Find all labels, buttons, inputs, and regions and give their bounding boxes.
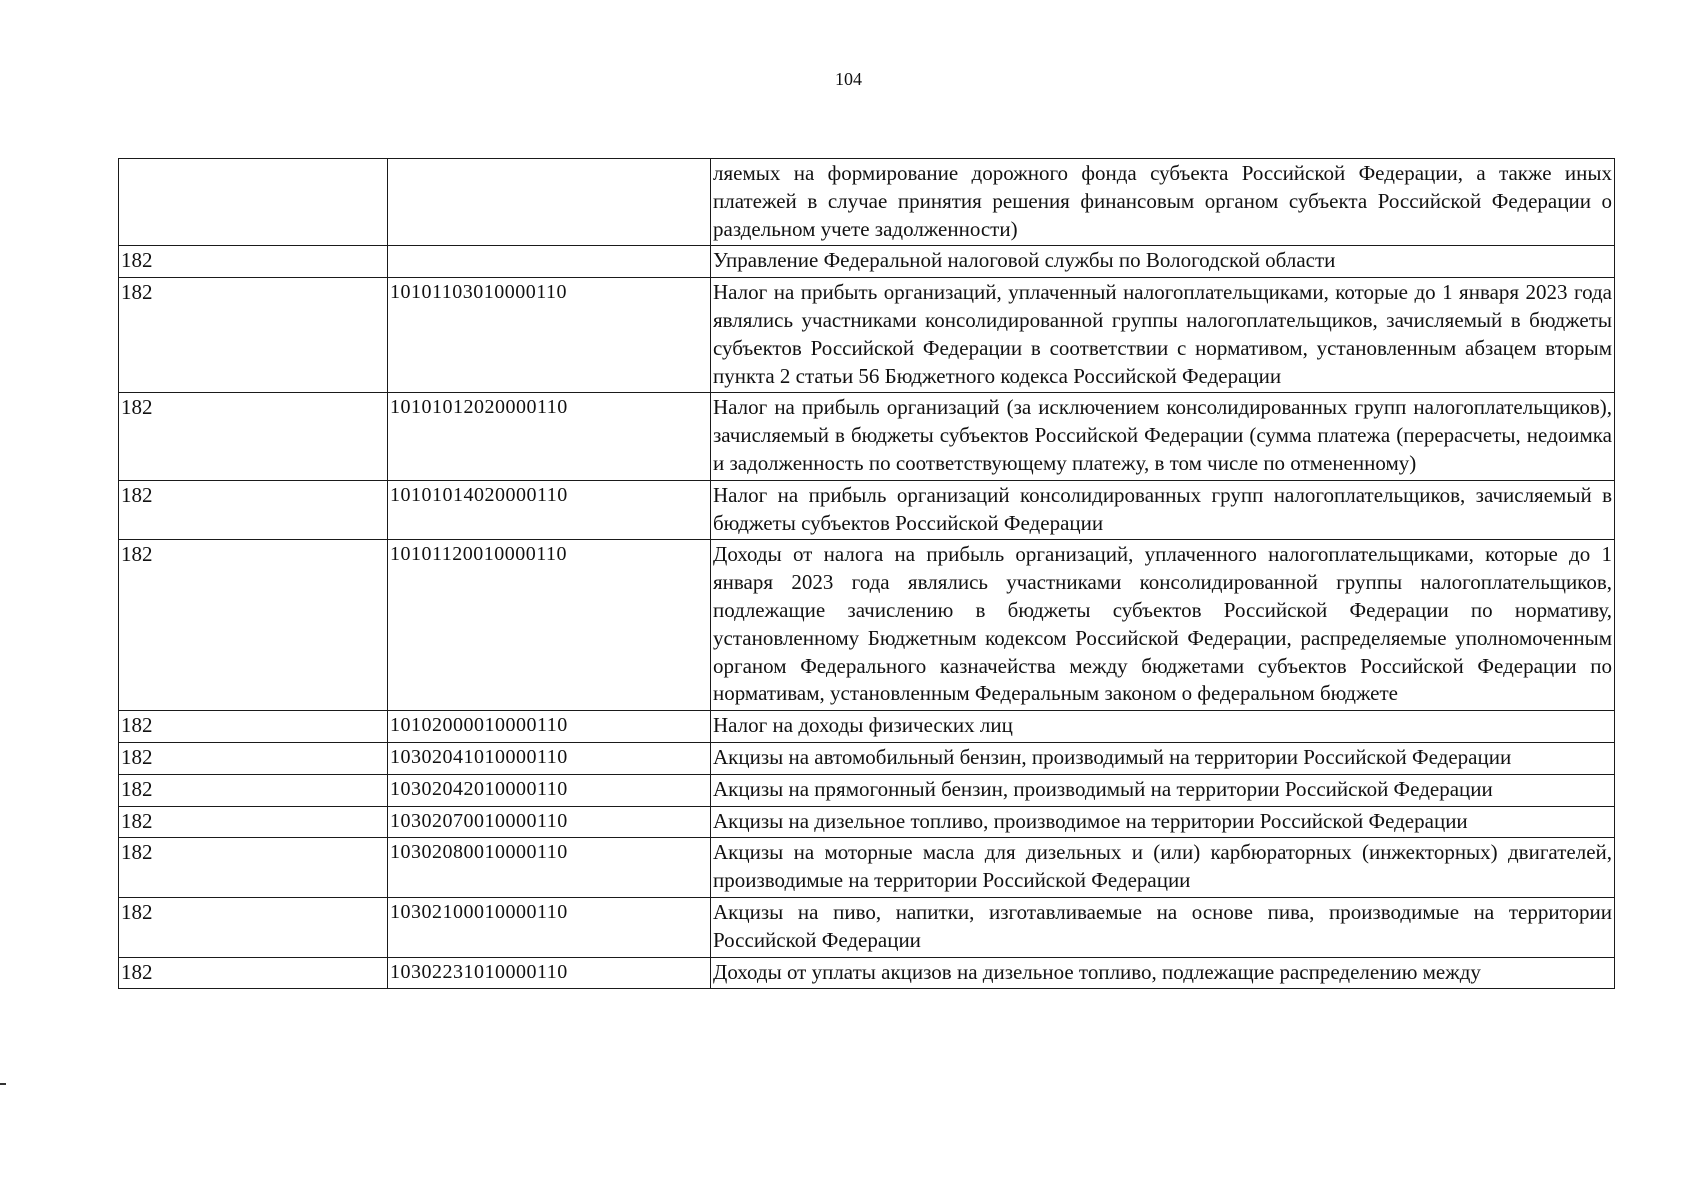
table-row (119, 711, 1615, 743)
revenue-name-cell: Доходы от уплаты акцизов на дизельное топливо, подлежащие распределению между (711, 957, 1615, 989)
table-row (119, 806, 1615, 838)
table-row (119, 278, 1615, 393)
revenue-name-cell: Акцизы на пиво, напитки, изготавливаемые на основе пива, производимые на территории Российской Федерации (711, 897, 1615, 957)
revenue-code-cell: 10302080010000110 (388, 838, 711, 898)
table-row (119, 159, 1615, 246)
revenue-code-cell: 10101014020000110 (388, 480, 711, 540)
revenue-name-cell: Акцизы на автомобильный бензин, производимый на территории Российской Федерации (711, 742, 1615, 774)
revenue-code-cell: 10302070010000110 (388, 806, 711, 838)
scan-edge-mark (0, 1083, 6, 1085)
admin-code-cell: 182 (119, 540, 388, 711)
revenue-code-cell: 10302041010000110 (388, 742, 711, 774)
revenue-name-cell: Налог на прибыль организаций консолидированных групп налогоплательщиков, зачисляемый в бюджеты субъектов Российской Федерации (711, 480, 1615, 540)
table-row (119, 393, 1615, 480)
revenue-name-cell: Акцизы на моторные масла для дизельных и (или) карбюраторных (инжекторных) двигателей, производимые на территории Российской Федерации (711, 838, 1615, 898)
admin-code-cell (119, 159, 388, 246)
admin-code-cell: 182 (119, 806, 388, 838)
table-row (119, 838, 1615, 898)
table-row (119, 246, 1615, 278)
table-row (119, 540, 1615, 711)
revenue-code-cell: 10101012020000110 (388, 393, 711, 480)
revenue-code-cell: 10302042010000110 (388, 774, 711, 806)
table-row (119, 897, 1615, 957)
revenue-code-cell: 10101120010000110 (388, 540, 711, 711)
revenue-name-cell: Налог на прибыть организаций, уплаченный налогоплательщиками, которые до 1 января 2023 года являлись участниками консолидированной группы налогоплательщиков, зачисляемый в бюджеты субъектов Российской Федерации в соответствии с нормативом, установленным абзацем вторым пункта 2 статьи 56 Бюджетного кодекса Российской Федерации (711, 278, 1615, 393)
table-row (119, 480, 1615, 540)
revenue-code-cell: 10101103010000110 (388, 278, 711, 393)
admin-code-cell: 182 (119, 838, 388, 898)
page-number: 104 (835, 69, 862, 89)
revenue-name-cell: Налог на прибыль организаций (за исключением консолидированных групп налогоплательщиков), зачисляемый в бюджеты субъектов Российской Федерации (сумма платежа (перерасчеты, недоимка и задолженность по соответствующему платежу, в том числе по отмененному) (711, 393, 1615, 480)
revenue-name-cell: Налог на доходы физических лиц (711, 711, 1615, 743)
table-row (119, 742, 1615, 774)
revenue-code-cell: 10302231010000110 (388, 957, 711, 989)
admin-code-cell: 182 (119, 957, 388, 989)
table-row (119, 774, 1615, 806)
table-body (119, 159, 1615, 989)
admin-code-cell: 182 (119, 711, 388, 743)
admin-code-cell: 182 (119, 742, 388, 774)
admin-code-cell: 182 (119, 278, 388, 393)
admin-code-cell: 182 (119, 246, 388, 278)
revenue-name-cell: Управление Федеральной налоговой службы по Вологодской области (711, 246, 1615, 278)
revenue-name-cell: Акцизы на прямогонный бензин, производимый на территории Российской Федерации (711, 774, 1615, 806)
admin-code-cell: 182 (119, 480, 388, 540)
revenue-codes-table (118, 158, 1615, 989)
revenue-code-cell: 10302100010000110 (388, 897, 711, 957)
revenue-name-cell: Доходы от налога на прибыль организаций, уплаченного налогоплательщиками, которые до 1 января 2023 года являлись участниками консолидированной группы налогоплательщиков, подлежащие зачислению в бюджеты субъектов Российской Федерации по нормативу, установленному Бюджетным кодексом Российской Федерации, распределяемые уполномоченным органом Федерального казначейства между бюджетами субъектов Российской Федерации по нормативам, установленным Федеральным законом о федеральном бюджете (711, 540, 1615, 711)
revenue-code-cell: 10102000010000110 (388, 711, 711, 743)
admin-code-cell: 182 (119, 393, 388, 480)
revenue-name-cell: ляемых на формирование дорожного фонда субъекта Российской Федерации, а также иных платежей в случае принятия решения финансовым органом субъекта Российской Федерации о раздельном учете задолженности) (711, 159, 1615, 246)
revenue-code-cell (388, 159, 711, 246)
admin-code-cell: 182 (119, 774, 388, 806)
admin-code-cell: 182 (119, 897, 388, 957)
table-row (119, 957, 1615, 989)
revenue-name-cell: Акцизы на дизельное топливо, производимое на территории Российской Федерации (711, 806, 1615, 838)
revenue-code-cell (388, 246, 711, 278)
